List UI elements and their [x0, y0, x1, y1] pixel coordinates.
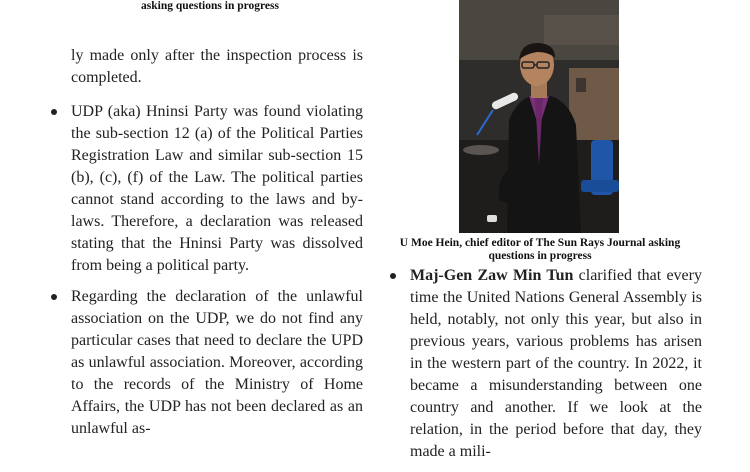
photo-illustration: [459, 0, 619, 233]
bullet-icon: [390, 273, 396, 279]
intro-paragraph: ly made only after the inspection process is completed.: [71, 47, 363, 86]
bullet-item: [410, 265, 702, 463]
bullet-item: [71, 101, 363, 277]
photo-caption-top: asking questions in progress: [141, 0, 279, 12]
speaker-statement: clarified that every time the United Nations General Assembly is held, notably, not only this year, but also in previous years, various problems has arisen in the western part of the country. In 2022, it became a misunderstanding between one country and another. If we look at the relation, in the period before that day, they made a mili-: [410, 267, 702, 460]
bullet-icon: [51, 294, 57, 300]
left-column: [71, 45, 363, 449]
speaker-photo: [459, 0, 619, 233]
photo-caption-bottom: U Moe Hein, chief editor of The Sun Rays Journal asking questions in progress: [399, 237, 681, 262]
bullet-text: UDP (aka) Hninsi Party was found violating the sub-section 12 (a) of the Political Parties Registration Law and similar sub-section 15 (b), (c), (f) of the Law. The political parties cannot stand according to the laws and by-laws. Therefore, a declaration was released stating that the Hninsi Party was dissolved from being a political party.: [71, 103, 363, 274]
right-column: [410, 265, 702, 472]
bullet-icon: [51, 109, 57, 115]
bullet-text: Regarding the declaration of the unlawful association on the UDP, we do not find any particular cases that need to declare the UPD as unlawful association. Moreover, according to the records of the Ministry of Home Affairs, the UDP has not been declared as an unlawful as-: [71, 288, 363, 437]
bullet-item: [71, 286, 363, 440]
speaker-name: Maj-Gen Zaw Min Tun: [410, 267, 574, 284]
